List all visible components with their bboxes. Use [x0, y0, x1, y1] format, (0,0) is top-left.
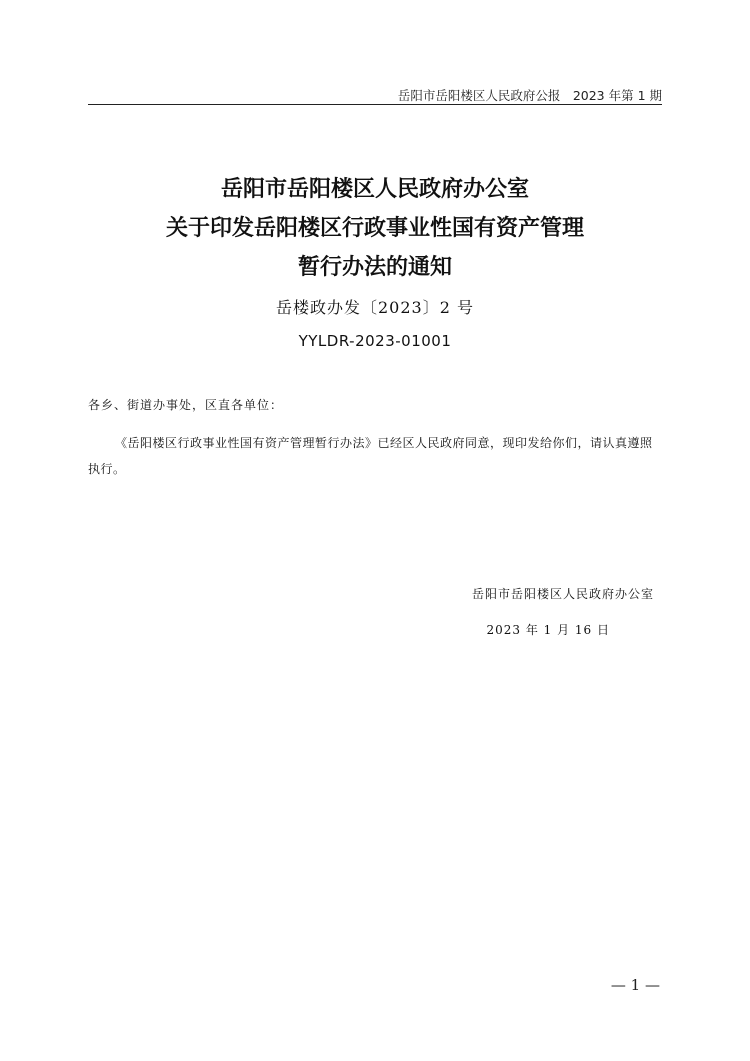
salutation: 各乡、街道办事处，区直各单位： — [88, 398, 284, 412]
page-number: — 1 — — [610, 976, 660, 994]
document-number: 岳楼政办发〔2023〕2 号 — [276, 298, 474, 317]
signature-organization: 岳阳市岳阳楼区人民政府办公室 — [471, 587, 654, 601]
bulletin-header — [88, 86, 662, 105]
signature-date: 2023 年 1 月 16 日 — [486, 623, 610, 637]
document-code: YYLDR-2023-01001 — [298, 332, 452, 350]
bulletin-header-text: 岳阳市岳阳楼区人民政府公报 2023 年第 1 期 — [397, 88, 662, 103]
body-paragraph: 《岳阳楼区行政事业性国有资产管理暂行办法》已经区人民政府同意，现印发给你们，请认真遵照执行。 — [88, 436, 653, 476]
document-title-line-2: 关于印发岳阳楼区行政事业性国有资产管理 — [165, 215, 584, 241]
document-title-line-3: 暂行办法的通知 — [297, 254, 452, 280]
document-title-line-1: 岳阳市岳阳楼区人民政府办公室 — [220, 176, 529, 202]
